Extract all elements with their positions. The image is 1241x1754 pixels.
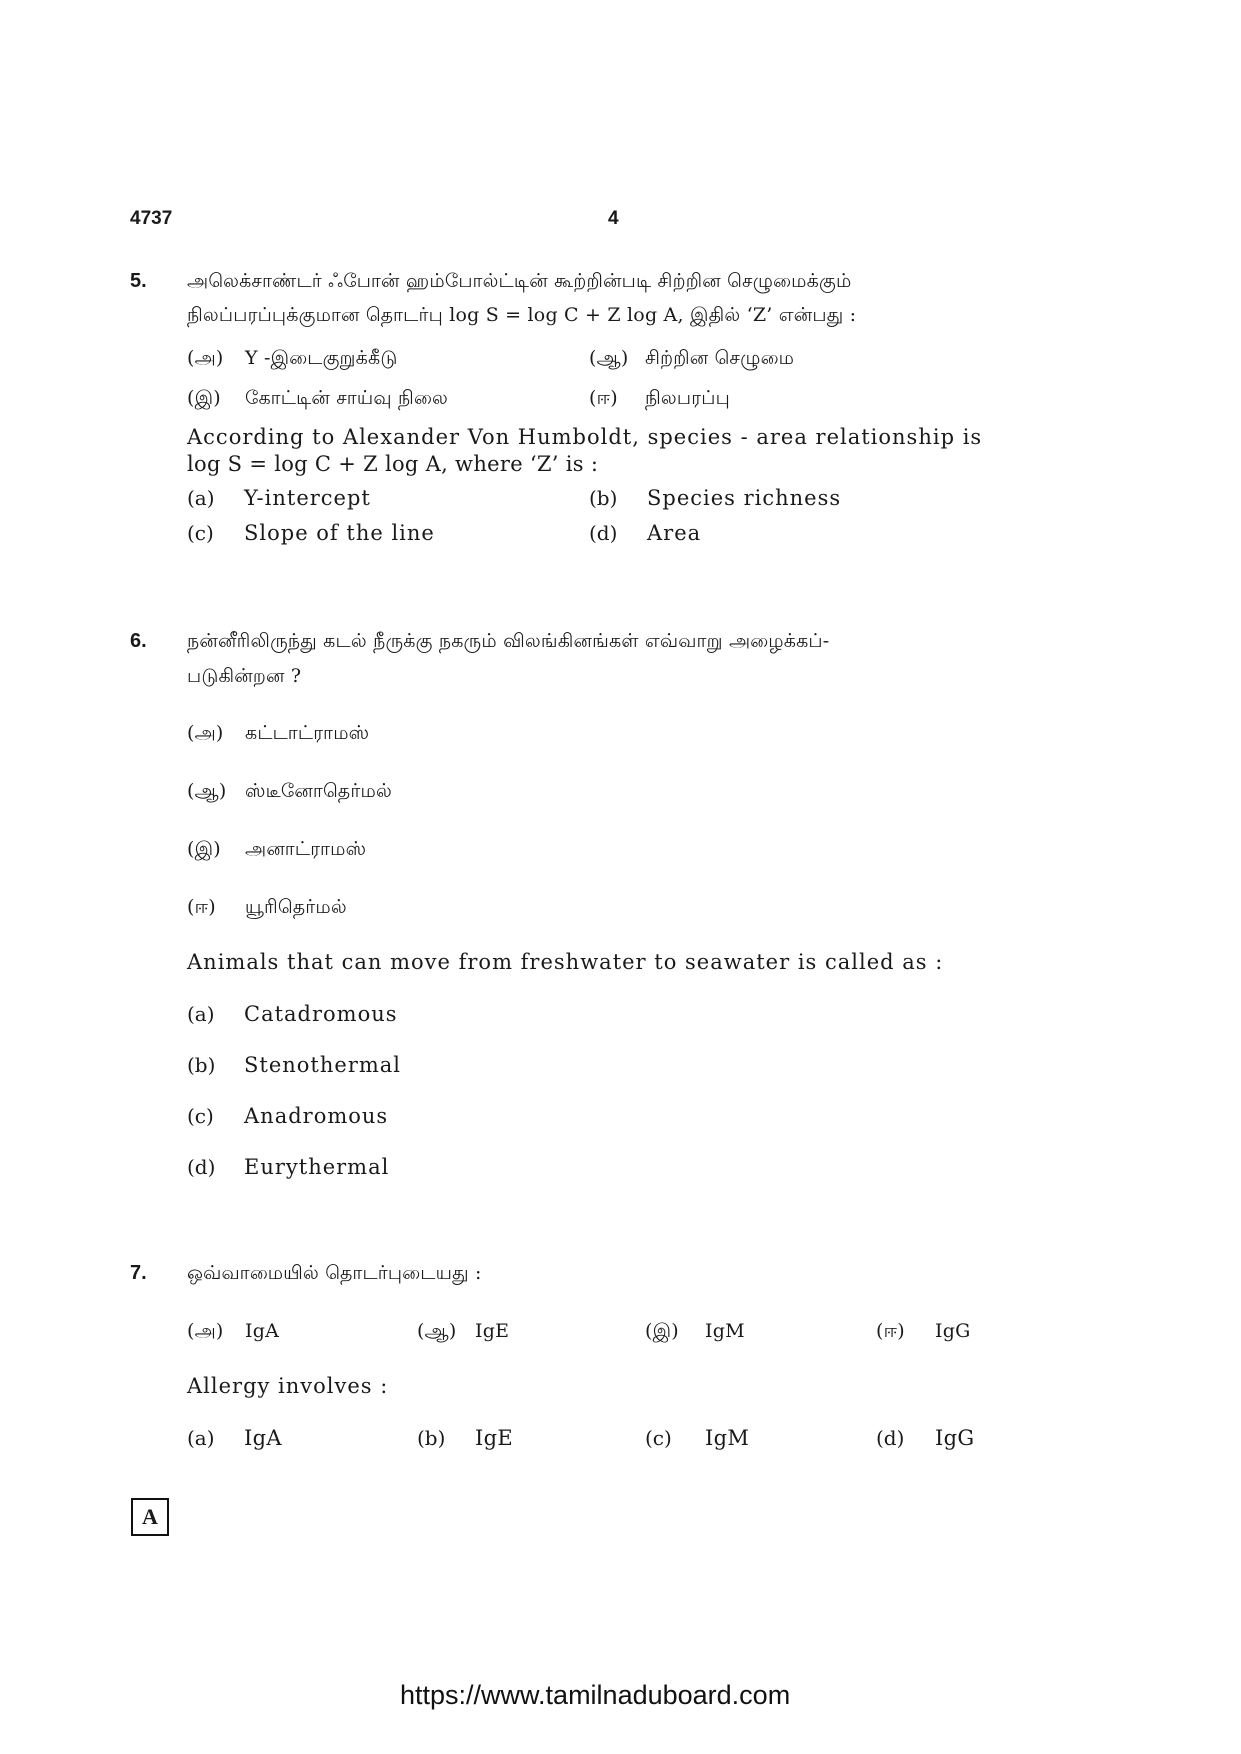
option-label: (a) — [187, 1426, 215, 1450]
option-text: IgG — [935, 1426, 975, 1450]
option-text: IgM — [705, 1320, 745, 1342]
option-label: (அ) — [187, 722, 224, 744]
paper-code: 4737 — [130, 208, 173, 229]
option-text: ஸ்டீனோதெர்மல் — [245, 780, 392, 802]
option-label: (b) — [589, 486, 618, 510]
option-label: (ஈ) — [187, 896, 216, 918]
question-text-english: Allergy involves : — [187, 1374, 389, 1398]
option-text: Y -இடைகுறுக்கீடு — [245, 347, 398, 369]
option-text: Area — [647, 521, 702, 545]
option-label: (ஈ) — [876, 1320, 905, 1342]
option-label: (இ) — [187, 387, 221, 409]
option-text: Y-intercept — [244, 486, 371, 510]
option-text: IgE — [475, 1320, 510, 1342]
option-text: கட்டாட்ராமஸ் — [245, 722, 370, 744]
option-label: (c) — [187, 521, 214, 545]
option-text: சிற்றின செழுமை — [645, 347, 795, 369]
option-text: Species richness — [647, 486, 842, 510]
option-text: நிலபரப்பு — [645, 387, 730, 409]
option-label: (இ) — [645, 1320, 679, 1342]
footer-url[interactable]: https://www.tamilnaduboard.com — [400, 1680, 791, 1710]
option-text: IgG — [935, 1320, 971, 1342]
option-label: (ஈ) — [589, 387, 618, 409]
question-text-tamil: நன்னீரிலிருந்து கடல் நீருக்கு நகரும் விலங்கினங்கள் எவ்வாறு அழைக்கப்- — [187, 630, 830, 652]
option-label: (c) — [187, 1104, 214, 1128]
option-label: (d) — [187, 1155, 216, 1179]
option-text: IgA — [245, 1320, 279, 1342]
question-text-tamil: படுகின்றன ? — [187, 665, 302, 687]
option-text: IgA — [244, 1426, 282, 1450]
option-label: (b) — [187, 1053, 216, 1077]
option-text: கோட்டின் சாய்வு நிலை — [245, 387, 448, 409]
option-label: (இ) — [187, 838, 221, 860]
option-label: (ஆ) — [589, 347, 629, 369]
option-label: (d) — [876, 1426, 905, 1450]
question-text-tamil: அலெக்சாண்டர் ஃபோன் ஹம்போல்ட்டின் கூற்றின்படி சிற்றின செழுமைக்கும் — [187, 270, 852, 292]
question-text-english: Animals that can move from freshwater to seawater is called as : — [187, 950, 944, 974]
option-label: (a) — [187, 1002, 215, 1026]
option-text: Anadromous — [244, 1104, 389, 1128]
option-label: (அ) — [187, 1320, 224, 1342]
option-label: (b) — [417, 1426, 446, 1450]
version-box: A — [131, 1498, 169, 1536]
option-text: IgM — [705, 1426, 750, 1450]
option-text: Catadromous — [244, 1002, 398, 1026]
question-text-english: According to Alexander Von Humboldt, species - area relationship is — [187, 425, 983, 449]
question-number: 5. — [130, 270, 147, 292]
option-text: IgE — [475, 1426, 513, 1450]
option-label: (a) — [187, 486, 215, 510]
option-text: Slope of the line — [244, 521, 435, 545]
option-text: அனாட்ராமஸ் — [245, 838, 367, 860]
question-number: 6. — [130, 630, 147, 652]
question-number: 7. — [130, 1262, 147, 1284]
option-label: (d) — [589, 521, 618, 545]
option-text: யூரிதெர்மல் — [245, 896, 347, 918]
option-label: (ஆ) — [187, 780, 227, 802]
question-text-tamil: ஒவ்வாமையில் தொடர்புடையது : — [187, 1262, 482, 1284]
option-text: Stenothermal — [244, 1053, 402, 1077]
option-text: Eurythermal — [244, 1155, 390, 1179]
option-label: (c) — [645, 1426, 672, 1450]
option-label: (அ) — [187, 347, 224, 369]
page-number: 4 — [608, 208, 619, 229]
question-text-english: log S = log C + Z log A, where ‘Z’ is : — [187, 452, 599, 476]
question-text-tamil: நிலப்பரப்புக்குமான தொடர்பு log S = log C + Z log A, இதில் ‘Z’ என்பது : — [187, 304, 857, 326]
option-label: (ஆ) — [417, 1320, 457, 1342]
